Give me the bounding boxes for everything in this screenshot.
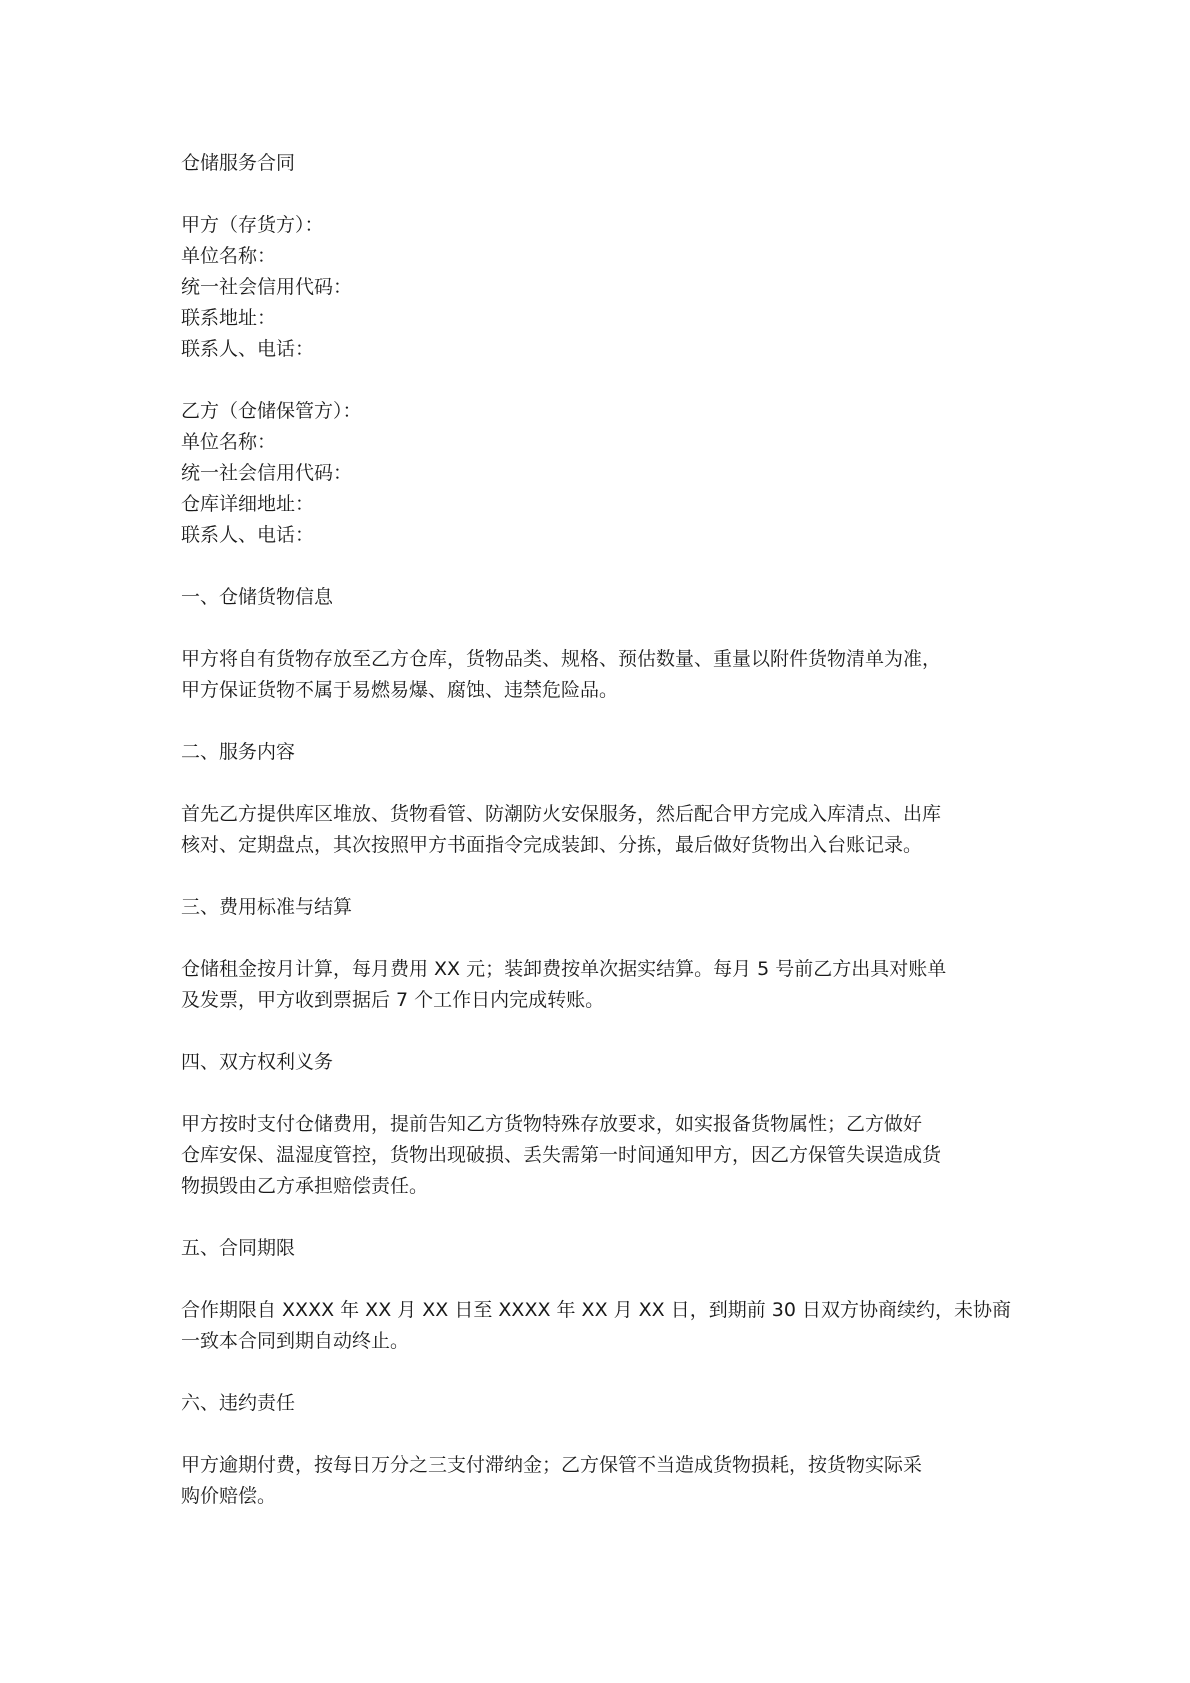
party-b-block xyxy=(181,396,1026,551)
party-b-field: 仓库详细地址： xyxy=(181,493,315,515)
party-a-label: 甲方（存货方）： xyxy=(181,214,324,236)
paragraph-line: 核对、定期盘点，其次按照甲方书面指令完成装卸、分拣，最后做好货物出入台账记录。 xyxy=(181,834,923,856)
contract-body xyxy=(181,148,1026,1543)
paragraph-line: 一致本合同到期自动终止。 xyxy=(181,1330,410,1352)
party-a-field: 单位名称： xyxy=(181,245,277,267)
section-paragraph xyxy=(181,799,1026,861)
party-a-field: 联系地址： xyxy=(181,307,277,329)
party-a-field: 联系人、电话： xyxy=(181,338,315,360)
paragraph-line: 物损毁由乙方承担赔偿责任。 xyxy=(181,1175,429,1197)
party-a-block xyxy=(181,210,1026,365)
paragraph-line: 合作期限自 XXXX 年 XX 月 XX 日至 XXXX 年 XX 月 XX 日，到期前 30 日双方协商续约，未协商 xyxy=(181,1299,1011,1321)
party-b-label: 乙方（仓储保管方）： xyxy=(181,400,362,422)
party-a-field: 统一社会信用代码： xyxy=(181,276,353,298)
section-heading: 五、合同期限 xyxy=(181,1237,296,1259)
section-paragraph xyxy=(181,1109,1026,1202)
paragraph-line: 甲方按时支付仓储费用，提前告知乙方货物特殊存放要求，如实报备货物属性；乙方做好 xyxy=(181,1113,923,1135)
party-b-field: 单位名称： xyxy=(181,431,277,453)
paragraph-line: 甲方将自有货物存放至乙方仓库，货物品类、规格、预估数量、重量以附件货物清单为准， xyxy=(181,648,942,670)
section-heading: 一、仓储货物信息 xyxy=(181,586,334,608)
paragraph-line: 仓储租金按月计算，每月费用 XX 元；装卸费按单次据实结算。每月 5 号前乙方出具对账单 xyxy=(181,958,947,980)
section-paragraph xyxy=(181,1450,1026,1512)
section-paragraph xyxy=(181,1295,1026,1357)
paragraph-line: 仓库安保、温湿度管控，货物出现破损、丢失需第一时间通知甲方，因乙方保管失误造成货 xyxy=(181,1144,942,1166)
paragraph-line: 甲方保证货物不属于易燃易爆、腐蚀、违禁危险品。 xyxy=(181,679,619,701)
section-paragraph xyxy=(181,954,1026,1016)
section-heading: 四、双方权利义务 xyxy=(181,1051,334,1073)
party-b-field: 联系人、电话： xyxy=(181,524,315,546)
paragraph-line: 首先乙方提供库区堆放、货物看管、防潮防火安保服务，然后配合甲方完成入库清点、出库 xyxy=(181,803,942,825)
section-heading: 六、违约责任 xyxy=(181,1392,296,1414)
section-heading: 二、服务内容 xyxy=(181,741,296,763)
paragraph-line: 购价赔偿。 xyxy=(181,1485,277,1507)
document-title: 仓储服务合同 xyxy=(181,152,296,174)
section-paragraph xyxy=(181,644,1026,706)
paragraph-line: 及发票，甲方收到票据后 7 个工作日内完成转账。 xyxy=(181,989,605,1011)
section-heading: 三、费用标准与结算 xyxy=(181,896,353,918)
paragraph-line: 甲方逾期付费，按每日万分之三支付滞纳金；乙方保管不当造成货物损耗，按货物实际采 xyxy=(181,1454,923,1476)
party-b-field: 统一社会信用代码： xyxy=(181,462,353,484)
